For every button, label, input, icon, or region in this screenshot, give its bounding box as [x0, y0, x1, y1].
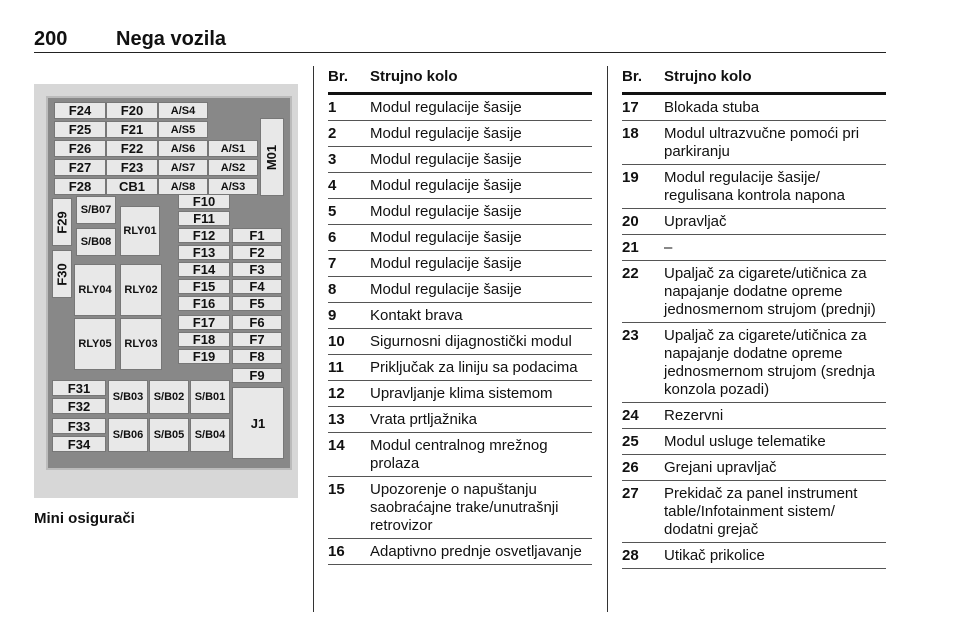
fuse-SB07: S/B07 [76, 196, 116, 224]
row-circuit: Modul regulacije šasije [370, 281, 522, 298]
fuse-SB04: S/B04 [190, 418, 230, 452]
row-circuit: Blokada stuba [664, 99, 760, 116]
col-number-header: Br. [622, 68, 643, 85]
fuse-F21: F21 [106, 121, 158, 138]
row-circuit: Modul usluge telematike [664, 433, 826, 450]
table-row [622, 323, 886, 403]
row-number: 3 [328, 151, 337, 168]
row-number: 7 [328, 255, 337, 272]
row-number: 10 [328, 333, 345, 350]
row-number: 17 [622, 99, 639, 116]
row-number: 1 [328, 99, 337, 116]
table-row [622, 403, 886, 429]
figure-caption: Mini osigurači [34, 510, 135, 527]
fuse-F13: F13 [178, 245, 230, 260]
row-number: 4 [328, 177, 337, 194]
row-circuit: Prekidač za panel instrument table/Infotainment sistem/ dodatni grejač [664, 485, 858, 538]
row-circuit: – [664, 239, 673, 256]
fuse-CB1: CB1 [106, 178, 158, 195]
row-number: 11 [328, 359, 344, 376]
table-header [328, 68, 592, 95]
table-row [622, 209, 886, 235]
row-circuit: Rezervni [664, 407, 724, 424]
row-circuit: Upravljanje klima sistemom [370, 385, 553, 402]
row-number: 19 [622, 169, 639, 186]
fuse-table-left [328, 68, 592, 565]
table-row [622, 95, 886, 121]
col-circuit-header: Strujno kolo [370, 68, 458, 85]
fuse-F22: F22 [106, 140, 158, 157]
fuse-AS2: A/S2 [208, 159, 258, 176]
row-circuit: Vrata prtljažnika [370, 411, 477, 428]
fuse-F19: F19 [178, 349, 230, 364]
fuse-F17: F17 [178, 315, 230, 330]
row-number: 16 [328, 543, 345, 560]
row-number: 2 [328, 125, 337, 142]
row-circuit: Upaljač za cigarete/utičnica za napajanje dodatne opreme jednosmernom strujom (srednja konzola pozadi) [664, 327, 875, 398]
table-row [328, 199, 592, 225]
fuse-F16: F16 [178, 296, 230, 311]
fuse-F5: F5 [232, 296, 282, 311]
fuse-AS1: A/S1 [208, 140, 258, 157]
chapter-title: Nega vozila [116, 28, 227, 50]
table-row [328, 329, 592, 355]
table-row [328, 303, 592, 329]
fuse-F23: F23 [106, 159, 158, 176]
fuse-AS5: A/S5 [158, 121, 208, 138]
row-circuit: Kontakt brava [370, 307, 463, 324]
fuse-RLY05: RLY05 [74, 318, 116, 370]
row-circuit: Modul regulacije šasije [370, 99, 522, 116]
table-row [622, 455, 886, 481]
fuse-RLY04: RLY04 [74, 264, 116, 316]
table-row [328, 381, 592, 407]
row-circuit: Adaptivno prednje osvetljavanje [370, 543, 582, 560]
row-circuit: Modul regulacije šasije [370, 177, 522, 194]
row-circuit: Modul regulacije šasije [370, 203, 522, 220]
fuse-panel [46, 96, 292, 470]
fuse-F8: F8 [232, 349, 282, 364]
fuse-AS6: A/S6 [158, 140, 208, 157]
row-number: 18 [622, 125, 639, 142]
fuse-F2: F2 [232, 245, 282, 260]
fuse-F1: F1 [232, 228, 282, 243]
fuse-F29: F29 [52, 198, 72, 246]
row-circuit: Modul ultrazvučne pomoći pri parkiranju [664, 125, 860, 160]
fuse-F28: F28 [54, 178, 106, 195]
table-row [328, 277, 592, 303]
row-circuit: Priključak za liniju sa podacima [370, 359, 578, 376]
row-circuit: Modul regulacije šasije [370, 255, 522, 272]
fuse-F7: F7 [232, 332, 282, 347]
row-circuit: Modul regulacije šasije [370, 229, 522, 246]
row-number: 24 [622, 407, 639, 424]
row-number: 6 [328, 229, 337, 246]
col-number-header: Br. [328, 68, 349, 85]
row-number: 14 [328, 437, 345, 454]
fuse-F4: F4 [232, 279, 282, 294]
table-row [328, 225, 592, 251]
fuse-F30: F30 [52, 250, 72, 298]
fuse-box-diagram [34, 84, 298, 498]
fuse-F11: F11 [178, 211, 230, 226]
fuse-AS7: A/S7 [158, 159, 208, 176]
table-body [328, 95, 592, 565]
row-number: 20 [622, 213, 639, 230]
fuse-F24: F24 [54, 102, 106, 119]
table-row [328, 355, 592, 381]
table-row [622, 481, 886, 543]
table-row [328, 147, 592, 173]
fuse-F12: F12 [178, 228, 230, 243]
fuse-RLY01: RLY01 [120, 206, 160, 256]
fuse-F27: F27 [54, 159, 106, 176]
table-row [328, 251, 592, 277]
fuse-F26: F26 [54, 140, 106, 157]
fuse-F15: F15 [178, 279, 230, 294]
col-circuit-header: Strujno kolo [664, 68, 752, 85]
fuse-SB08: S/B08 [76, 228, 116, 256]
row-number: 9 [328, 307, 337, 324]
row-number: 15 [328, 481, 345, 498]
fuse-RLY03: RLY03 [120, 318, 162, 370]
row-circuit: Upravljač [664, 213, 727, 230]
fuse-SB03: S/B03 [108, 380, 148, 414]
table-row [328, 539, 592, 565]
fuse-AS3: A/S3 [208, 178, 258, 195]
table-row [622, 429, 886, 455]
row-number: 8 [328, 281, 337, 298]
fuse-F9: F9 [232, 368, 282, 383]
fuse-F31: F31 [52, 380, 106, 396]
page-number: 200 [34, 28, 68, 50]
table-body [622, 95, 886, 569]
page-header [34, 28, 886, 53]
table-row [622, 235, 886, 261]
fuse-F25: F25 [54, 121, 106, 138]
column-divider [313, 66, 314, 612]
table-row [328, 407, 592, 433]
fuse-RLY02: RLY02 [120, 264, 162, 316]
row-circuit: Modul regulacije šasije/ regulisana kontrola napona [664, 169, 845, 204]
table-row [328, 121, 592, 147]
fuse-F18: F18 [178, 332, 230, 347]
table-row [328, 173, 592, 199]
row-number: 13 [328, 411, 345, 428]
table-row [328, 95, 592, 121]
row-number: 21 [622, 239, 639, 256]
row-circuit: Modul regulacije šasije [370, 125, 522, 142]
row-circuit: Upaljač za cigarete/utičnica za napajanje dodatne opreme jednosmernom strujom (prednji) [664, 265, 876, 318]
table-row [622, 165, 886, 209]
fuse-F20: F20 [106, 102, 158, 119]
row-number: 22 [622, 265, 639, 282]
fuse-F34: F34 [52, 436, 106, 452]
fuse-F32: F32 [52, 398, 106, 414]
row-circuit: Modul centralnog mrežnog prolaza [370, 437, 548, 472]
fuse-SB05: S/B05 [149, 418, 189, 452]
row-circuit: Sigurnosni dijagnostički modul [370, 333, 572, 350]
table-row [328, 477, 592, 539]
fuse-F6: F6 [232, 315, 282, 330]
table-row [622, 543, 886, 569]
row-number: 25 [622, 433, 639, 450]
fuse-F33: F33 [52, 418, 106, 434]
row-number: 12 [328, 385, 345, 402]
row-number: 26 [622, 459, 639, 476]
table-header [622, 68, 886, 95]
fuse-F10: F10 [178, 194, 230, 209]
table-row [622, 261, 886, 323]
fuse-AS8: A/S8 [158, 178, 208, 195]
fuse-M01: M01 [260, 118, 284, 196]
table-row [622, 121, 886, 165]
fuse-SB02: S/B02 [149, 380, 189, 414]
row-circuit: Utikač prikolice [664, 547, 765, 564]
row-circuit: Modul regulacije šasije [370, 151, 522, 168]
row-number: 27 [622, 485, 639, 502]
fuse-SB01: S/B01 [190, 380, 230, 414]
row-circuit: Grejani upravljač [664, 459, 777, 476]
row-number: 5 [328, 203, 337, 220]
column-divider [607, 66, 608, 612]
fuse-F14: F14 [178, 262, 230, 277]
table-row [328, 433, 592, 477]
fuse-AS4: A/S4 [158, 102, 208, 119]
fuse-table-right [622, 68, 886, 569]
fuse-J1: J1 [232, 387, 284, 459]
row-circuit: Upozorenje o napuštanju saobraćajne trake/unutrašnji retrovizor [370, 481, 559, 534]
fuse-SB06: S/B06 [108, 418, 148, 452]
row-number: 23 [622, 327, 639, 344]
fuse-F3: F3 [232, 262, 282, 277]
row-number: 28 [622, 547, 639, 564]
